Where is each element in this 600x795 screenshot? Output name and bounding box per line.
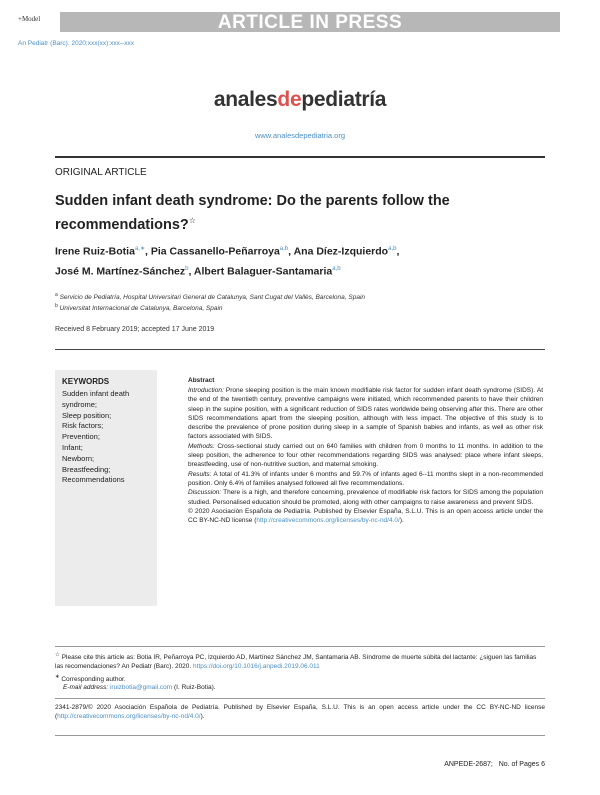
author-name: Ana Díez-Izquierdo xyxy=(293,245,389,258)
author-name: José M. Martínez-Sánchez xyxy=(55,265,186,277)
abstract-body xyxy=(188,386,543,525)
keywords-heading: KEYWORDS xyxy=(62,377,110,386)
title-footnote-mark[interactable]: ☆ xyxy=(188,216,196,225)
author-affiliation-mark[interactable]: b xyxy=(185,265,189,272)
keyword-item: Sleep position; xyxy=(62,410,112,420)
keywords-list xyxy=(62,389,154,486)
article-in-press-banner: ARTICLE IN PRESS xyxy=(60,12,560,32)
author-name: Albert Balaguer-Santamaria xyxy=(193,265,333,277)
header-divider xyxy=(55,156,545,158)
abstract-license: © 2020 Asociación Española de Pediatría. Published by Elsevier España, S.L.U. This is an open access article under the CC BY-NC-ND license (http://creativecommons.org/licenses/by-nc-nd/4.0/). xyxy=(188,507,543,525)
keyword-item: Prevention; xyxy=(62,432,100,442)
cite-footnote: ☆ Please cite this article as: Botia IR, Peñarroya PC, Izquierdo AD, Martínez Sánchez JM, Santamaria AB. Síndrome de muerte súbita del lactante: ¿siguen las familias las recomendaciones? An Pediatr (Barc). 2020. https://doi.org/10.1016/j.anpedi.2019.06.011 xyxy=(55,652,537,671)
keyword-item: Risk factors; xyxy=(62,421,104,431)
article-title-text: Sudden infant death syndrome: Do the parents follow the recommendations? xyxy=(55,193,450,233)
article-type: ORIGINAL ARTICLE xyxy=(55,167,147,178)
email-footnote: E-mail address: iruizbotia@gmail.com (I. Ruiz-Botia). xyxy=(63,684,216,691)
abstract-divider xyxy=(55,349,545,350)
manuscript-code: ANPEDE-2687; xyxy=(444,761,493,768)
received-dates: Received 8 February 2019; accepted 17 June 2019 xyxy=(55,326,215,333)
keyword-item: Recommendations xyxy=(62,475,125,485)
bottom-divider xyxy=(55,735,545,736)
footnote-divider xyxy=(55,646,545,647)
doi-link[interactable]: https://doi.org/10.1016/j.anpedi.2019.06.011 xyxy=(193,663,320,671)
copyright-license-link[interactable]: http://creativecommons.org/licenses/by-nc-nd/4.0/ xyxy=(57,713,201,721)
email-link[interactable]: iruizbotia@gmail.com xyxy=(109,684,173,691)
author-list: Irene Ruiz-Botia$^{a,∗}$, Pia Cassanello-Peñarroya$^{a,b}$, Ana Díez-Izquierdo$^{a,b}$, José M. Martínez-Sánchez$^b$, Albert Balaguer-Santamaria$^{a,b}$ xyxy=(55,245,400,277)
affiliation-a: $^a$ Servicio de Pediatría, Hospital Universitari General de Catalunya, Sant Cugat del Vallès, Barcelona, Spain xyxy=(55,292,366,302)
abstract-discussion: Discussion: There is a high, and therefore concerning, prevalence of modifiable risk factors for SIDS among the population studied. Personalised education should be promoted, along with other campaigns to raise awareness and prevent SIDS. xyxy=(188,489,543,506)
journal-name-part1: anales xyxy=(213,88,278,111)
journal-citation-line[interactable]: An Pediatr (Barc). 2020;xxx(xx):xxx--xxx xyxy=(18,40,134,47)
affiliation-b: $^b$ Universitat Internacional de Catalunya, Barcelona, Spain xyxy=(55,303,223,313)
page-info xyxy=(444,761,545,768)
author-affiliation-mark[interactable]: a,b xyxy=(279,246,289,252)
author-affiliation-mark[interactable]: a,b xyxy=(388,246,397,252)
keyword-item: Sudden infant death syndrome; xyxy=(62,389,130,409)
abstract-introduction: Introduction: Prone sleeping position is the main known modifiable risk factor for sudden infant death syndrome (SIDS). At the end of the twentieth century, preventive campaigns were initiated, which recommended parents to have their children sleep in the supine position, with a significant reduction of SIDS rates worldwide being observing after this. There are other SIDS recommendations apart from the sleeping position, although with less impact. The objective of this study is to describe the prevalence of prone position during sleep in a sample of Spanish babies and infants, as well as other risk factors associated with SIDS. xyxy=(188,387,543,441)
author-name: Pia Cassanello-Peñarroya xyxy=(150,245,280,258)
keyword-item: Newborn; xyxy=(62,453,95,463)
corresponding-footnote: ∗ Corresponding author. xyxy=(55,674,126,684)
abstract-heading: Abstract xyxy=(188,377,215,384)
journal-url[interactable]: www.analesdepediatria.org xyxy=(254,131,346,140)
keyword-item: Breastfeeding; xyxy=(62,464,111,474)
page-count: No. of Pages 6 xyxy=(498,761,545,768)
journal-name-part3: pediatría xyxy=(301,88,387,111)
article-title xyxy=(55,191,515,235)
keyword-item: Infant; xyxy=(62,442,83,452)
abstract-results: Results: A total of 41.3% of infants under 6 months and 59.7% of infants aged 6--11 months slept in a non-recommended position. Only 6.4% of families analysed followed all five recommendations. xyxy=(188,470,543,487)
copyright-divider xyxy=(55,698,545,699)
author-name: Irene Ruiz-Botia xyxy=(55,245,135,258)
model-label: +Model xyxy=(18,15,41,23)
author-affiliation-mark[interactable]: a,∗ xyxy=(134,246,145,252)
journal-name-part2: de xyxy=(277,88,302,111)
abstract-methods: Methods: Cross-sectional study carried out on 640 families with children from 0 months to 11 months. In addition to the sleep position, the adherence to four other recommendations regarding SIDS was analysed: place where infant sleeps, breastfeeding, use of non-nutritive suction, and maternal smoking. xyxy=(188,442,543,469)
journal-logo xyxy=(0,88,600,112)
license-link[interactable]: http://creativecommons.org/licenses/by-nc-nd/4.0/ xyxy=(256,517,400,525)
author-affiliation-mark[interactable]: a,b xyxy=(332,265,341,272)
copyright-notice: 2341-2879/© 2020 Asociación Española de Pediatría. Published by Elsevier España, S.L.U. This is an open access article under the CC BY-NC-ND license (http://creativecommons.org/licenses/by-nc-nd/4.0/). xyxy=(55,704,545,721)
